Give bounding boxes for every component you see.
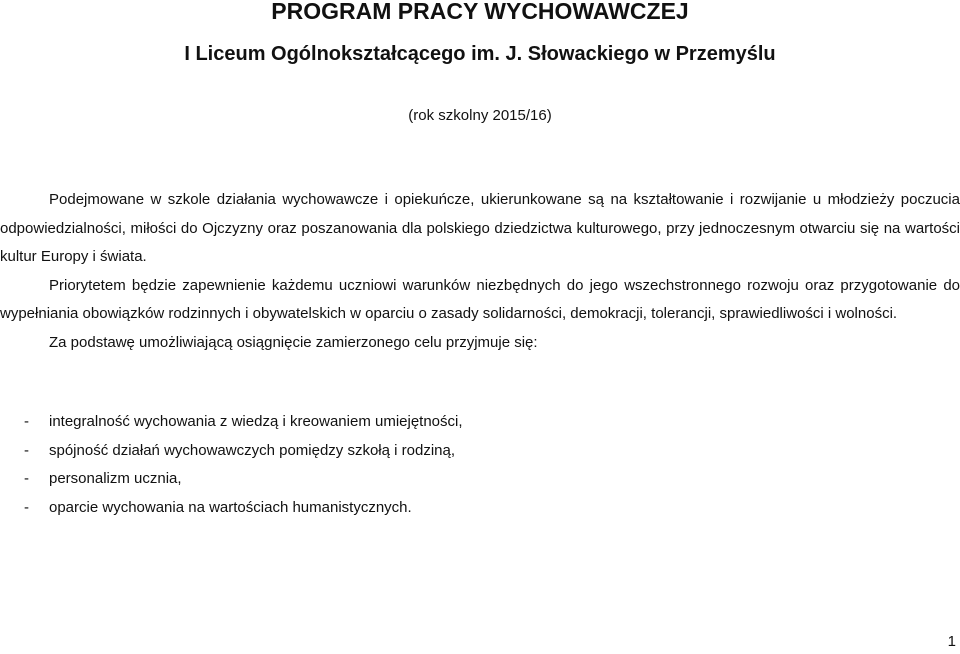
principles-list (0, 408, 960, 522)
list-item (0, 465, 960, 494)
list-item (0, 437, 960, 466)
list-item-text: oparcie wychowania na wartościach humanistycznych. (49, 498, 412, 516)
school-name: I Liceum Ogólnokształcącego im. J. Słowackiego w Przemyślu (184, 43, 776, 65)
list-item-text: integralność wychowania z wiedzą i kreowaniem umiejętności, (49, 413, 463, 430)
paragraph-basis: Za podstawę umożliwiającą osiągnięcie zamierzonego celu przyjmuje się: (49, 333, 538, 351)
document-title: PROGRAM PRACY WYCHOWAWCZEJ (271, 0, 689, 24)
school-year: (rok szkolny 2015/16) (408, 107, 552, 124)
list-bullet: - (24, 498, 29, 516)
page-number: 1 (947, 633, 956, 650)
list-bullet: - (24, 441, 29, 459)
list-item (0, 408, 960, 437)
document-body (0, 186, 960, 357)
list-item-text: spójność działań wychowawczych pomiędzy szkołą i rodziną, (49, 441, 456, 459)
paragraph-priority: Priorytetem będzie zapewnienie każdemu uczniowi warunków niezbędnych do jego wszechstronnego rozwoju oraz przygotowanie do wypełniania obowiązków rodzinnych i obywatelskich w oparciu o zasady solidarności, demokracji, tolerancji, sprawiedliwości i wolności. (0, 276, 960, 322)
list-bullet: - (24, 413, 29, 430)
paragraph-intro: Podejmowane w szkole działania wychowawcze i opiekuńcze, ukierunkowane są na kształtowanie i rozwijanie u młodzieży poczucia odpowiedzialności, miłości do Ojczyzny oraz poszanowania dla polskiego dziedzictwa kulturowego, przy jednoczesnym otwarciu się na wartości kultur Europy i świata. (0, 191, 960, 265)
list-bullet: - (24, 470, 29, 487)
list-item (0, 494, 960, 523)
list-item-text: personalizm ucznia, (49, 470, 182, 487)
